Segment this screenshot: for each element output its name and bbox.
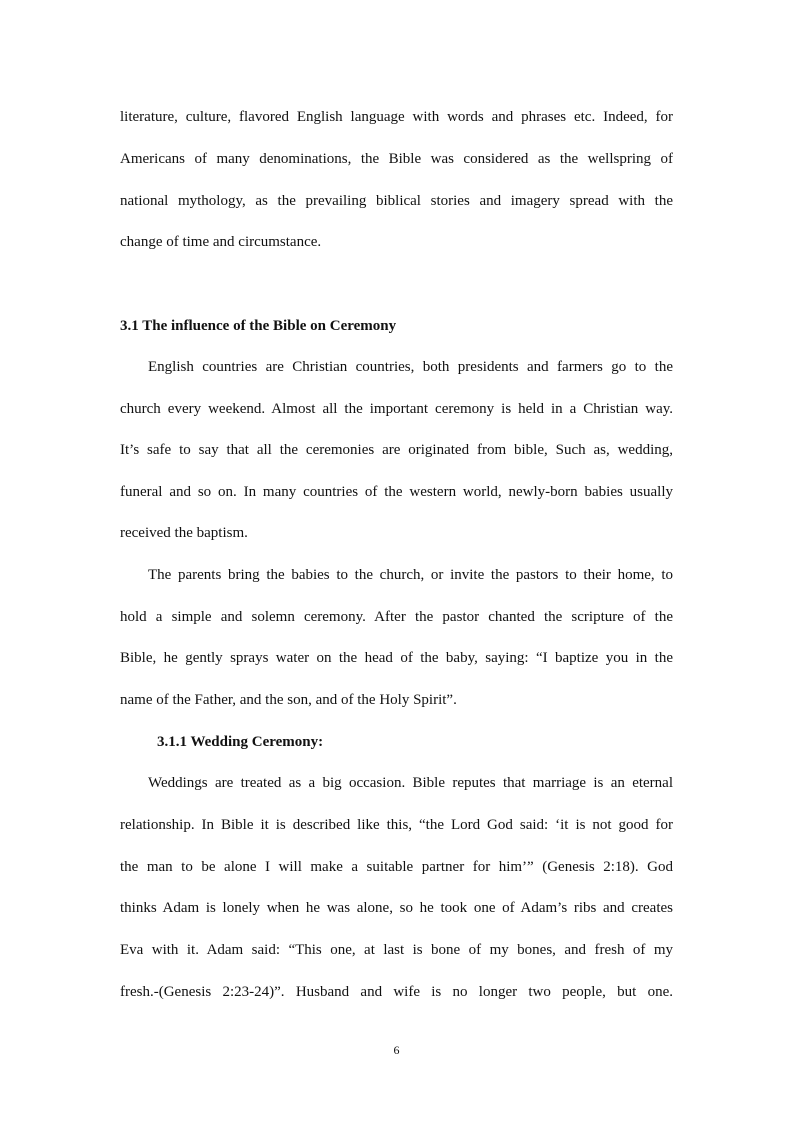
subsection-heading: 3.1.1 Wedding Ceremony: <box>157 734 324 750</box>
paragraph-line: funeral and so on. In many countries of the western world, newly-born babies usually <box>120 484 673 500</box>
paragraph-line: Bible, he gently sprays water on the head of the baby, saying: “I baptize you in the <box>120 650 673 666</box>
paragraph-line: Eva with it. Adam said: “This one, at last is bone of my bones, and fresh of my <box>120 942 673 958</box>
page-number: 6 <box>393 1043 400 1057</box>
paragraph-line: hold a simple and solemn ceremony. After the pastor chanted the scripture of the <box>120 609 673 625</box>
paragraph-line: name of the Father, and the son, and of the Holy Spirit”. <box>120 692 457 708</box>
paragraph-line: thinks Adam is lonely when he was alone, so he took one of Adam’s ribs and creates <box>120 900 673 916</box>
paragraph-line: Weddings are treated as a big occasion. Bible reputes that marriage is an eternal <box>148 775 673 791</box>
paragraph-line: change of time and circumstance. <box>120 234 322 250</box>
paragraph-line: relationship. In Bible it is described like this, “the Lord God said: ‘it is not good for <box>120 817 673 833</box>
paragraph-line: fresh.-(Genesis 2:23-24)”. Husband and wife is no longer two people, but one. <box>120 984 673 1000</box>
paragraph-line: national mythology, as the prevailing biblical stories and imagery spread with the <box>120 193 673 209</box>
paragraph-line: church every weekend. Almost all the important ceremony is held in a Christian way. <box>120 401 673 417</box>
paragraph-line: The parents bring the babies to the church, or invite the pastors to their home, to <box>148 567 673 583</box>
paragraph-line: the man to be alone I will make a suitable partner for him’” (Genesis 2:18). God <box>120 859 673 875</box>
document-page <box>120 0 673 1122</box>
paragraph-line: It’s safe to say that all the ceremonies are originated from bible, Such as, wedding, <box>120 442 673 458</box>
paragraph-line: received the baptism. <box>120 525 248 541</box>
paragraph-line: literature, culture, flavored English language with words and phrases etc. Indeed, for <box>120 109 673 125</box>
paragraph-line: Americans of many denominations, the Bible was considered as the wellspring of <box>120 151 673 167</box>
section-heading: 3.1 The influence of the Bible on Ceremony <box>120 318 397 334</box>
paragraph-line: English countries are Christian countries, both presidents and farmers go to the <box>148 359 673 375</box>
